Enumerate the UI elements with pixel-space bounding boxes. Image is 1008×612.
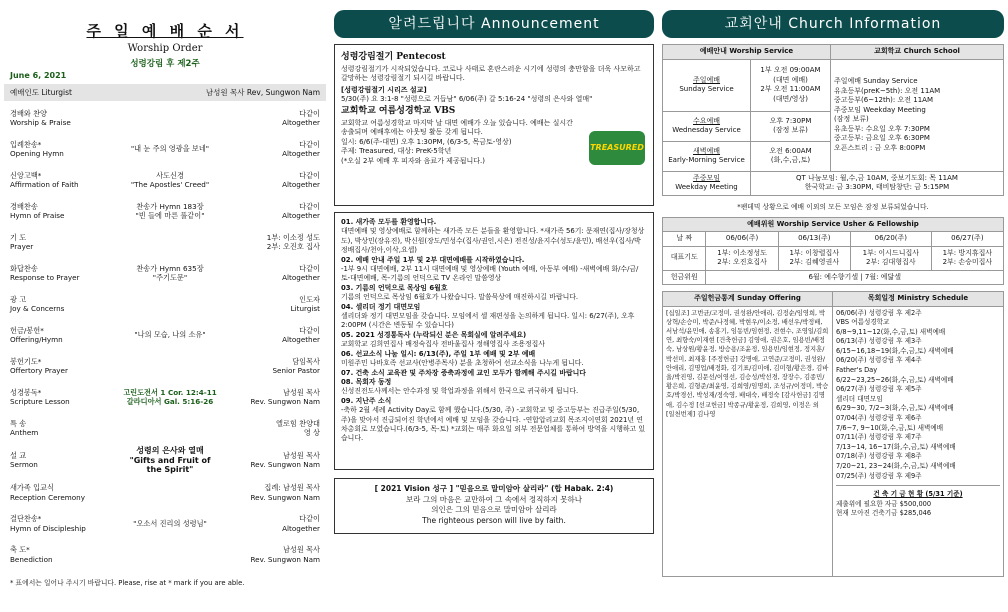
usher-date-cell: 06/06(주) (706, 232, 778, 247)
order-item-leader: 집례: 남성원 목사 Rev. Sungwon Nam (250, 483, 320, 502)
building-fund-current: 현재 모아진 건축기금 $285,046 (836, 509, 932, 518)
order-row (4, 351, 326, 382)
liturgist-name: 남성원 목사 Rev, Sungwon Nam (205, 88, 320, 97)
order-item-name: 성경봉독* Scripture Lesson (10, 387, 70, 406)
vbs-theme: 주제: Treasured, 대상: PreK-5학년 (341, 147, 452, 156)
order-list (4, 103, 326, 571)
news-item (341, 350, 647, 369)
order-row (4, 444, 326, 478)
order-row (4, 103, 326, 134)
worship-service-table (662, 44, 1004, 196)
liturgist-label: 예배인도 Liturgist (10, 88, 72, 97)
order-item-leader: 남성원 목사 Rev. Sungwon Nam (250, 545, 320, 564)
news-item (341, 369, 647, 378)
ministry-heading: 목회일정 Ministry Schedule (833, 292, 1004, 307)
order-item-name: 봉헌기도* Offertory Prayer (10, 356, 68, 375)
vision-verse-ko-1: 보라 그의 마음은 교만하여 그 속에서 정직하지 못하나 (405, 494, 583, 504)
order-row (4, 413, 326, 444)
building-fund (836, 485, 1000, 519)
worship-service-heading: 예배안내 Worship Service (663, 45, 831, 60)
usher-prayer-cell: 1부: 이시드니집사 2부: 김대형집사 (850, 246, 931, 270)
order-item-name: 헌금/봉헌* Offering/Hymn (10, 325, 63, 344)
liturgist-row (4, 84, 326, 101)
news-item (341, 331, 647, 350)
order-item-leader: 다같이 Altogether (282, 263, 320, 282)
order-item-name: 축 도* Benediction (10, 545, 53, 564)
order-item-leader: 다같이 Altogether (282, 108, 320, 127)
order-item-name: 신앙고백* Affirmation of Faith (10, 170, 79, 189)
order-footer: * 표에서는 일어나 주시기 바랍니다. Please, rise at * mark if you are able. (10, 578, 245, 587)
weekday-meeting-times: QT 나눔모임: 월,수,금 10AM, 중보기도회: 목 11AM 한국학교: 금 3:30PM, 태비탐창단: 금 5:15PM (751, 171, 1004, 195)
order-row (4, 258, 326, 289)
order-row (4, 165, 326, 196)
news-item-title: 06. 선교소식 나눔 일시: 6/13(주), 주일 1부 예배 및 2부 예배 (341, 349, 536, 358)
news-item-title: 07. 건축 소식 교육관 및 주차장 증축과정에 교인 모두가 함께해 주시길 바랍니다 (341, 368, 586, 377)
order-item-leader: 담임목사 Senior Pastor (272, 356, 320, 375)
order-item-detail: 성령의 은사와 열매 "Gifts and Fruit of the Spirit" (129, 446, 211, 474)
order-row (4, 320, 326, 351)
announcement-banner: 알려드립니다 Announcement (334, 10, 654, 38)
order-row (4, 289, 326, 320)
order-subtitle: Worship Order (127, 43, 203, 54)
order-row (4, 540, 326, 571)
order-item-leader: 다같이 Altogether (282, 170, 320, 189)
church-info-panel (662, 10, 1004, 606)
news-item-body: -축하 2월 세례 Activity Day로 함께 했습니다.(5/30, 주) -교회학교 및 중고등부는 진급주일(5/30, 주)을 맞아서 진급되어진 학년에서 예배 및 모임을 갖습니다. -연합압리교회 목조지이연회 2021년 연차총회로 모였습니다.(6/3-5, 목-토) *교회는 매주 화요일 외부 전문업체를 통하여 방역을 시행하고 있습니다. (341, 406, 646, 443)
offering-schedule-table (662, 291, 1004, 577)
order-item-leader: 다같이 Altogether (282, 514, 320, 533)
order-item-leader: 1부: 이소정 성도 2부: 오진호 집사 (266, 232, 320, 251)
order-item-name: 새가족 입교식 Reception Ceremony (10, 483, 85, 502)
order-sunday-name: 성령강림 후 제2주 (130, 59, 200, 69)
vision-title: [ 2021 Vision 성구 ] "믿음으로 말미암아 살리라" (합 Habak. 2:4) (374, 484, 614, 493)
news-item-title: 04. 셀리더 정기 대면모임 (341, 302, 421, 311)
schedule-list: 06/06(주) 성령강림 후 제2주 VBS 여름성경학교 6/8~9,11~12(화,수,금,토) 새벽예배 06/13(주) 성령강림 후 제3주 6/15~16,18~19(화,수,금,토) 새벽예배 06/20(주) 성령강림 후 제4주 Father's Day 6/22~23,25~26(화,수,금,토) 새벽예배 06/27(주) 성령강림 후 제5주 셀리더 대면모임 6/29~30, 7/2~3(화,수,금,토) 새벽예배 07/04(주) 성령강림 후 제6주 7/6~7, 9~10(화,수,금,토) 새벽예배 07/11(주) 성령강림 후 제7주 7/13~14, 16~17(화,수,금,토) 새벽예배 07/18(주) 성령강림 후 제8주 7/20~21, 23~24(화,수,금,토) 새벽예배 07/25(주) 성령강림 후 제9주 (836, 308, 956, 480)
news-item-body: -1부 9시 대면예배, 2부 11시 대면예배 및 영상예배 (Youth 예배, 아동부 예배) -새벽예배 화/수/금/토-대면예배, 목-기름의 언덕으로 TV 온라인 말씀영상 (341, 265, 639, 283)
order-item-leader: 남성원 목사 Rev. Sungwon Nam (250, 387, 320, 406)
order-item-name: 화답찬송 Response to Prayer (10, 263, 80, 282)
ministry-schedule (833, 306, 1004, 576)
order-row (4, 478, 326, 509)
order-item-name: 결단찬송* Hymn of Discipleship (10, 514, 86, 533)
news-item-body: 대면예배 및 영상예배로 함께하는 새가족 모든 분들을 환영합니다. *새가족 56기: 문재연(집사/장청상도), 박상민(장유진), 박신원(장도/민성수(집사/권인,시은) 전진성/윤지수(성도/윤민), 배선우(집사/박정배집사/천아,이삭,요셉) (341, 227, 645, 255)
news-item-body: 기름의 언덕으로 목상임 6월호가 나왔습니다. 말씀묵상에 매진하시길 바랍니다. (341, 293, 579, 302)
news-item-body: 미원주민 나바호족 선교사(안병주목사) 분을 초청하여 선교소식을 나누게 됩니다. (341, 359, 584, 368)
vbs-note: (*오실 2부 예배 후 피자와 음료가 제공됩니다.) (341, 156, 485, 165)
news-item (341, 378, 647, 397)
service-sunday-time: 1부 오전 09:00AM (대면 예배) 2부 오전 11:00AM (대면/영상) (751, 59, 831, 111)
news-box (334, 212, 654, 470)
order-item-leader: 다같이 Altogether (282, 201, 320, 220)
order-item-name: 기 도 Prayer (10, 232, 34, 251)
pentecost-heading: 성령강림절기 Pentecost (341, 52, 446, 62)
series-body: 5/30(주) 요 3:1-8 "성령으로 거듭남" 6/06(주) 갈 5:16-24 "성령의 은사와 열매" (341, 95, 593, 104)
order-item-name: 설 교 Sermon (10, 450, 38, 470)
vision-verse-ko-2: 의인은 그의 믿음으로 말미암아 살리라 (431, 505, 557, 514)
vbs-body: 교회학교 여름성경학교 마지막 날 대면 예배가 오늘 있습니다. 예배는 실시간 송출되며 예배후에는 아웃팅 활동 갖게 됩니다. (341, 118, 573, 137)
order-row (4, 196, 326, 227)
order-item-detail: "내 눈 주의 영광을 보네" (130, 144, 210, 154)
usher-prayer-cell: 1부: 이창렬집사 2부: 김혜영권사 (778, 246, 850, 270)
news-item-body: 신성진전도사께서는 안수과정 및 학업과정을 위해서 한국으로 귀국하게 됩니다. (341, 387, 579, 396)
usher-date-cell: 날 짜 (663, 232, 706, 247)
news-item-title: 05. 2021 성경통독사 (누락되신 분은 목회실에 알려주세요) (341, 330, 527, 339)
service-wednesday-time: 오후 7:30PM (잠정 보류) (751, 111, 831, 141)
order-item-leader: 남성원 목사 Rev. Sungwon Nam (250, 450, 320, 470)
vision-box (334, 478, 654, 534)
usher-table (662, 217, 1004, 286)
usher-prayer-row (663, 246, 1004, 270)
order-item-leader: 인도자 Liturgist (290, 294, 320, 313)
order-item-name: 경배와 찬양 Worship & Praise (10, 108, 71, 127)
order-row (4, 227, 326, 258)
news-item-body: 셀리더와 정기 대면모임을 갖습니다. 모임에서 셀 재편성을 논의하게 됩니다. 일시: 6/27(주), 오후 2:00PM (시간은 변동될 수 있습니다) (341, 312, 635, 330)
vbs-heading: 교회학교 여름성경학교 VBS (341, 105, 456, 116)
weekday-meeting: 주중모임 Weekday Meeting (663, 171, 751, 195)
news-item-body: 교회학교 김희연집사 배정숙집사 전바울집사 정해영집사 조용정집사 (341, 340, 545, 349)
news-item (341, 218, 647, 256)
church-school-info: 주일예배 Sunday Service 유초등부(preK~5th): 오전 11AM 중고등부(6~12th): 오전 11AM 주중모임 Weekday Meeting (잠정 보류) 유초등부: 수요일 오후 7:30PM 중고등부: 금요일 오후 6:30PM 오픈스트리 : 금 오후 8:00PM (831, 59, 1004, 171)
order-row (4, 134, 326, 165)
order-item-name: 특 송 Anthem (10, 418, 39, 437)
order-item-detail: "나의 모습, 나의 소유" (134, 330, 206, 340)
offering-heading: 주일헌금통계 Sunday Offering (663, 292, 833, 307)
order-row (4, 509, 326, 540)
order-date: June 6, 2021 (10, 71, 67, 80)
news-item-title: 02. 예배 안내 주일 1부 및 2부 대면예배를 시작하였습니다. (341, 255, 525, 264)
news-item-title: 01. 새가족 모두를 환영합니다. (341, 218, 437, 226)
usher-date-cell: 06/13(주) (778, 232, 850, 247)
order-item-detail: 찬송가 Hymn 635장 "주기도문" (136, 263, 204, 282)
usher-prayer-cell: 1부: 방지휴집사 2부: 손승미집사 (931, 246, 1003, 270)
order-item-detail: 사도신경 "The Apostles' Creed" (130, 170, 210, 189)
vbs-date: 일시: 6/6(주-대면) 오후 1:30PM, (6/3-5, 목금토-영상) (341, 137, 512, 146)
building-fund-title: 건 축 기 금 현 황 (5/31 기준) (873, 490, 963, 499)
usher-date-cell: 06/27(주) (931, 232, 1003, 247)
usher-heading: 예배위원 Worship Service Usher & Fellowship (663, 217, 1004, 232)
offering-committee-value: 6월: 예수향기셀 | 7월: 예닮셀 (706, 270, 1004, 285)
offering-committee-label: 헌금위원 (663, 270, 706, 285)
order-row (4, 382, 326, 413)
worship-order-panel (4, 10, 326, 606)
pentecost-body: 성령강림절기가 시작되었습니다. 코로나 사태로 혼란스러운 시기에 성령의 충만함을 더욱 사모하고 갈망하는 성령강림절기 되시길 바랍니다. (341, 64, 641, 83)
order-item-leader: 다같이 Altogether (282, 139, 320, 158)
news-item (341, 397, 647, 444)
order-title: 주 일 예 배 순 서 (86, 22, 244, 40)
announcement-panel (334, 10, 654, 606)
news-item (341, 303, 647, 331)
news-item-title: 08. 목회자 동정 (341, 377, 392, 386)
vision-verse-en: The righteous person will live by faith. (422, 515, 566, 525)
news-item-title: 09. 지난주 소식 (341, 396, 392, 405)
order-item-leader: 엘로힘 찬양대 영 상 (276, 418, 320, 437)
service-early-time: 오전 6:00AM (화,수,금,토) (751, 141, 831, 171)
series-heading: [성령강림절기 시리즈 설교] (341, 85, 427, 94)
service-early: 새벽예배 Early-Morning Service (663, 141, 751, 171)
usher-date-cell: 06/20(주) (850, 232, 931, 247)
usher-prayer-cell: 1부: 이소정성도 2부: 오진호집사 (706, 246, 778, 270)
order-item-name: 입례찬송* Opening Hymn (10, 139, 64, 158)
order-item-leader: 다같이 Altogether (282, 325, 320, 344)
usher-date-row (663, 232, 1004, 247)
order-item-name: 경배찬송 Hymn of Praise (10, 201, 65, 220)
building-fund-goal: 제출위에 필요한 자금 $500,000 (836, 499, 932, 508)
vbs-logo: TREASURED (589, 131, 645, 165)
pandemic-notice: *팬데믹 상황으로 예배 이외의 모든 모임은 잠정 보류되었습니다. (737, 202, 929, 211)
offering-list: [십일조] 고번균/고정미, 권성완/안애리, 김정순/임영희, 박상혁/손승미, 박준/나정혜, 박현우/이소정, 배선우/박정배, 서남석/윤민애, 송홍기, 임동빈/임현정, 전현수, 조영일/김희연, 최향숙/이재현 [건축헌금] 김영애, 권은호, 임용빈/배정숙, 남상원/황윤정, 방승용/조윤정, 임용빈/임현정, 정지훈/박선미, 최재홍 [주정헌금] 강명애, 고연준/고정미, 권성완/안애리, 김명업/배정화, 김기표/김미애, 김미형/황은경, 김바울/박진영, 김문선/이영선, 김승성/박선경, 장장수, 김종민/황은희, 김형준/최윤영, 김희영/임명희, 조성규/이정미, 박승호/박경선, 박성재/정숙영, 배대숙, 배정숙 [감사헌금] 김명애, 김수정 [선교헌금] 박종규/황윤정, 김희영, 이정은 외 [일천번제] 김나영 (663, 306, 833, 576)
usher-prayer-cell: 대표기도 (663, 246, 706, 270)
news-item-title: 03. 기름의 언덕으로 목상임 6월호 (341, 283, 448, 292)
news-item (341, 256, 647, 284)
service-sunday: 주일예배 Sunday Service (663, 59, 751, 111)
order-item-detail: 찬송가 Hymn 183장 "빈 들에 마른 풀같이" (135, 201, 205, 220)
order-item-detail: 고린도전서 1 Cor. 12:4-11 갈라디아서 Gal. 5:16-26 (123, 387, 217, 406)
church-info-banner: 교회안내 Church Information (662, 10, 1004, 38)
service-wednesday: 수요예배 Wednesday Service (663, 111, 751, 141)
order-item-name: 광 고 Joy & Concerns (10, 294, 65, 313)
church-school-heading: 교회학교 Church School (831, 45, 1004, 60)
pentecost-box (334, 44, 654, 206)
news-item (341, 284, 647, 303)
order-item-detail: "오소서 진리의 성령님" (133, 518, 207, 528)
